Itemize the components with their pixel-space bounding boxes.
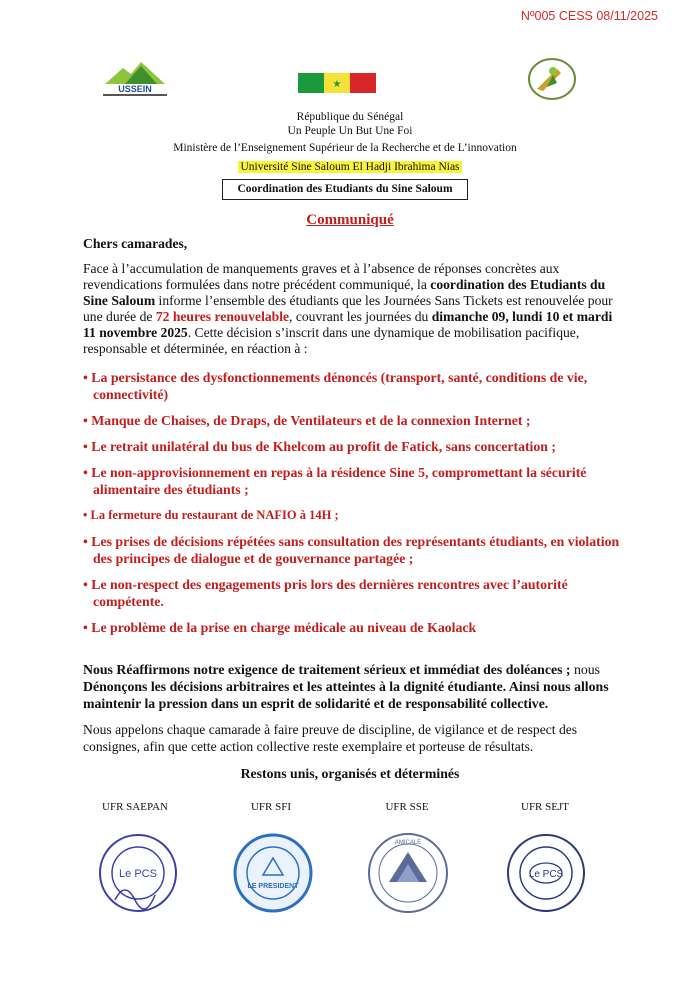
svg-text:AMICALE: AMICALE — [394, 840, 422, 846]
intro-text: , couvrant les journées du — [289, 309, 432, 324]
svg-text:USSEIN: USSEIN — [118, 84, 152, 94]
greeting: Chers camarades, — [83, 236, 188, 251]
signatory-label: UFR SEJT — [521, 801, 569, 813]
signatory-label: UFR SFI — [250, 801, 292, 813]
grievance-item: • Le problème de la prise en charge médicale au niveau de Kaolack — [83, 620, 477, 635]
ministry-label: Ministère de l’Enseignement Supérieur de la Recherche et de L’innovation — [173, 142, 517, 154]
coordination-emblem — [527, 57, 577, 101]
stamp-icon — [230, 830, 316, 916]
republic-label: République du Sénégal — [296, 111, 404, 123]
slogan: Restons unis, organisés et déterminés — [240, 766, 460, 781]
reaffirm-text: Nous Réaffirmons notre exigence de traitement sérieux et immédiat des doléances ; — [83, 662, 571, 677]
coordination-name: Coordination des Etudiants du Sine Saloum — [222, 179, 468, 200]
intro-dates: dimanche 09, lundi 10 et mardi 11 novembre 2025 — [83, 309, 613, 340]
signatory-label: UFR SSE — [385, 801, 429, 813]
grievance-item: • Le non-respect des engagements pris lors des dernières rencontres avec l’autorité compétente. — [83, 577, 568, 609]
intro-text: . Cette décision s’inscrit dans une dynamique de mobilisation pacifique, responsable et déterminée, en réaction à : — [83, 325, 580, 356]
svg-text:Le PCS: Le PCS — [119, 868, 157, 880]
intro-paragraph — [83, 261, 623, 357]
appeal-paragraph: Nous appelons chaque camarade à faire preuve de discipline, de vigilance et de respect des consignes, afin que cette action collective reste exemplaire et porteuse de résultats. — [83, 722, 578, 754]
ussein-logo — [95, 56, 175, 98]
intro-text: informe l’ensemble des étudiants que les Journées Sans Tickets est renouvelée pour une durée de — [83, 293, 613, 324]
grievance-item: • La fermeture du restaurant de NAFIO à 14H ; — [83, 508, 339, 522]
university-name: Université Sine Saloum El Hadji Ibrahima Nias — [240, 161, 460, 173]
communique-reference: Nº005 CESS 08/11/2025 — [520, 9, 658, 23]
intro-text: Face à l’accumulation de manquements graves et à l’absence de réponses concrètes aux revendications formulées dans notre précédent communiqué, la — [83, 261, 560, 292]
grievance-item: • Le non-approvisionnement en repas à la résidence Sine 5, compromettant la sécurité alimentaire des étudiants ; — [83, 465, 587, 497]
intro-duration: 72 heures renouvelable — [155, 309, 290, 324]
grievance-list — [83, 369, 623, 645]
signatory-label: UFR SAEPAN — [102, 801, 168, 813]
reaffirm-text: nous — [570, 662, 601, 677]
grievance-item: • La persistance des dysfonctionnements dénoncés (transport, santé, conditions de vie, connectivité) — [83, 370, 588, 402]
svg-text:★: ★ — [332, 79, 342, 90]
grievance-item: • Les prises de décisions répétées sans consultation des représentants étudiants, en violation des principes de dialogue et de gouvernance partagée ; — [83, 534, 620, 566]
national-motto: Un Peuple Un But Une Foi — [287, 125, 413, 137]
stamp-icon — [503, 830, 589, 916]
svg-text:Le PCS: Le PCS — [528, 869, 564, 880]
stamp-icon — [95, 830, 181, 916]
stamp-icon — [365, 830, 451, 916]
senegal-flag-icon — [298, 73, 376, 93]
grievance-item: • Manque de Chaises, de Draps, de Ventilateurs et de la connexion Internet ; — [83, 413, 531, 428]
reaffirm-paragraph — [83, 661, 623, 712]
grievance-item: • Le retrait unilatéral du bus de Khelcom au profit de Fatick, sans concertation ; — [83, 439, 557, 454]
svg-text:LE PRESIDENT: LE PRESIDENT — [247, 883, 299, 890]
intro-bold-coordination: coordination des Etudiants du Sine Saloum — [83, 277, 606, 308]
reaffirm-text: Dénonçons les décisions arbitraires et les atteintes à la dignité étudiante. Ainsi nous allons maintenir la pression dans un esprit de solidarité et de responsabilité collective. — [83, 679, 609, 711]
document-title: Communiqué — [306, 212, 394, 228]
